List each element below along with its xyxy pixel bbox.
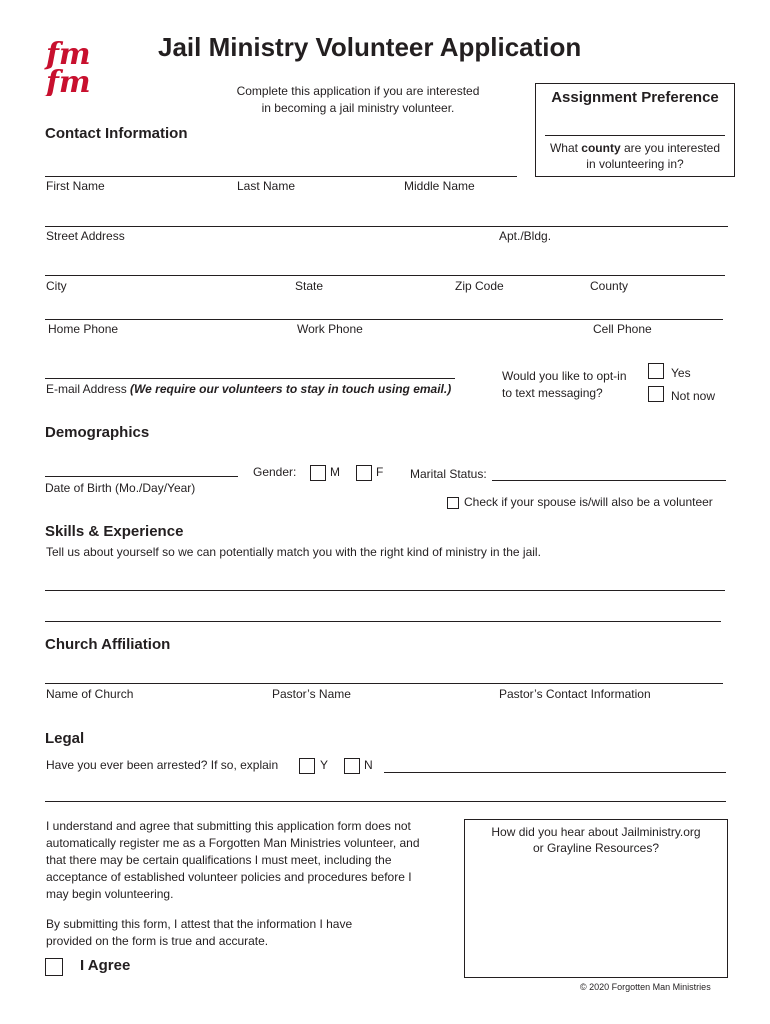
assignment-heading: Assignment Preference bbox=[551, 89, 719, 106]
arrested-explain-line-2[interactable] bbox=[45, 801, 726, 802]
attest-line-1: By submitting this form, I attest that the information I have bbox=[46, 917, 353, 931]
home-phone-label: Home Phone bbox=[48, 322, 119, 336]
svg-text:fm: fm bbox=[46, 65, 91, 96]
hear-about-box[interactable] bbox=[464, 819, 728, 978]
intro-line-2: in becoming a jail ministry volunteer. bbox=[261, 101, 455, 115]
middle-name-label: Middle Name bbox=[404, 179, 475, 193]
agreement-line-5: may begin volunteering. bbox=[46, 887, 174, 901]
optin-yes-label: Yes bbox=[671, 366, 691, 380]
city-line[interactable] bbox=[45, 275, 725, 276]
spouse-volunteer-label: Check if your spouse is/will also be a volunteer bbox=[464, 495, 713, 509]
optin-line-1: Would you like to opt-in bbox=[502, 369, 627, 383]
county-preference-line[interactable] bbox=[545, 135, 725, 136]
hear-about-line-1: How did you hear about Jailministry.org bbox=[491, 825, 701, 839]
arrested-no-label: N bbox=[364, 758, 373, 772]
arrested-explain-line[interactable] bbox=[384, 772, 726, 773]
contact-heading: Contact Information bbox=[45, 125, 188, 142]
arrested-question: Have you ever been arrested? If so, explain bbox=[46, 758, 279, 772]
county-question-line-1: What county are you interested bbox=[549, 141, 721, 155]
gender-female-checkbox[interactable] bbox=[356, 465, 372, 481]
county-question-line-2: in volunteering in? bbox=[586, 157, 684, 171]
intro-line-1: Complete this application if you are interested bbox=[236, 84, 480, 98]
street-address-label: Street Address bbox=[46, 229, 125, 243]
apt-label: Apt./Bldg. bbox=[499, 229, 552, 243]
last-name-label: Last Name bbox=[237, 179, 296, 193]
pastor-name-label: Pastor’s Name bbox=[272, 687, 351, 701]
svg-text:fm: fm bbox=[46, 37, 91, 72]
zip-label: Zip Code bbox=[455, 279, 504, 293]
church-line[interactable] bbox=[45, 683, 723, 684]
legal-heading: Legal bbox=[45, 730, 85, 747]
gender-female-label: F bbox=[376, 465, 384, 479]
gender-male-checkbox[interactable] bbox=[310, 465, 326, 481]
gender-male-label: M bbox=[330, 465, 340, 479]
optin-not-now-checkbox[interactable] bbox=[648, 386, 664, 402]
footer-copyright: © 2020 Forgotten Man Ministries bbox=[580, 982, 711, 992]
attest-line-2: provided on the form is true and accurate. bbox=[46, 934, 269, 948]
skills-answer-line-2[interactable] bbox=[45, 621, 721, 622]
skills-heading: Skills & Experience bbox=[45, 523, 184, 540]
marital-status-line[interactable] bbox=[492, 480, 726, 481]
agreement-line-3: that there may be certain qualifications I must meet, including the bbox=[46, 853, 392, 867]
hear-about-line-2: or Grayline Resources? bbox=[532, 841, 660, 855]
agreement-line-1: I understand and agree that submitting this application form does not bbox=[46, 819, 411, 833]
email-line[interactable] bbox=[45, 378, 455, 379]
demographics-heading: Demographics bbox=[45, 424, 150, 441]
city-label: City bbox=[46, 279, 67, 293]
agreement-line-2: automatically register me as a Forgotten Man Ministries volunteer, and bbox=[46, 836, 420, 850]
skills-prompt: Tell us about yourself so we can potentially match you with the right kind of ministry in the jail. bbox=[46, 545, 541, 559]
pastor-contact-label: Pastor’s Contact Information bbox=[499, 687, 651, 701]
skills-answer-line-1[interactable] bbox=[45, 590, 725, 591]
i-agree-label: I Agree bbox=[80, 957, 131, 974]
arrested-no-checkbox[interactable] bbox=[344, 758, 360, 774]
marital-status-label: Marital Status: bbox=[410, 467, 487, 481]
i-agree-checkbox[interactable] bbox=[45, 958, 63, 976]
optin-not-now-label: Not now bbox=[671, 389, 716, 403]
spouse-volunteer-checkbox[interactable] bbox=[447, 497, 459, 509]
state-label: State bbox=[295, 279, 324, 293]
work-phone-label: Work Phone bbox=[297, 322, 363, 336]
arrested-yes-label: Y bbox=[320, 758, 329, 772]
page-title: Jail Ministry Volunteer Application bbox=[158, 32, 582, 62]
assignment-preference-box bbox=[535, 83, 735, 177]
fmm-logo bbox=[44, 36, 108, 96]
church-heading: Church Affiliation bbox=[45, 636, 171, 653]
name-line[interactable] bbox=[45, 176, 517, 177]
arrested-yes-checkbox[interactable] bbox=[299, 758, 315, 774]
cell-phone-label: Cell Phone bbox=[593, 322, 652, 336]
street-line[interactable] bbox=[45, 226, 728, 227]
optin-yes-checkbox[interactable] bbox=[648, 363, 664, 379]
county-label: County bbox=[590, 279, 629, 293]
email-label: E-mail Address (We require our volunteers to stay in touch using email.) bbox=[46, 382, 452, 396]
dob-label: Date of Birth (Mo./Day/Year) bbox=[45, 481, 196, 495]
dob-line[interactable] bbox=[45, 476, 238, 477]
gender-label: Gender: bbox=[253, 465, 297, 479]
church-name-label: Name of Church bbox=[46, 687, 134, 701]
agreement-line-4: acceptance of established volunteer policies and procedures before I bbox=[46, 870, 412, 884]
first-name-label: First Name bbox=[46, 179, 105, 193]
optin-line-2: to text messaging? bbox=[502, 386, 603, 400]
phone-line[interactable] bbox=[45, 319, 723, 320]
